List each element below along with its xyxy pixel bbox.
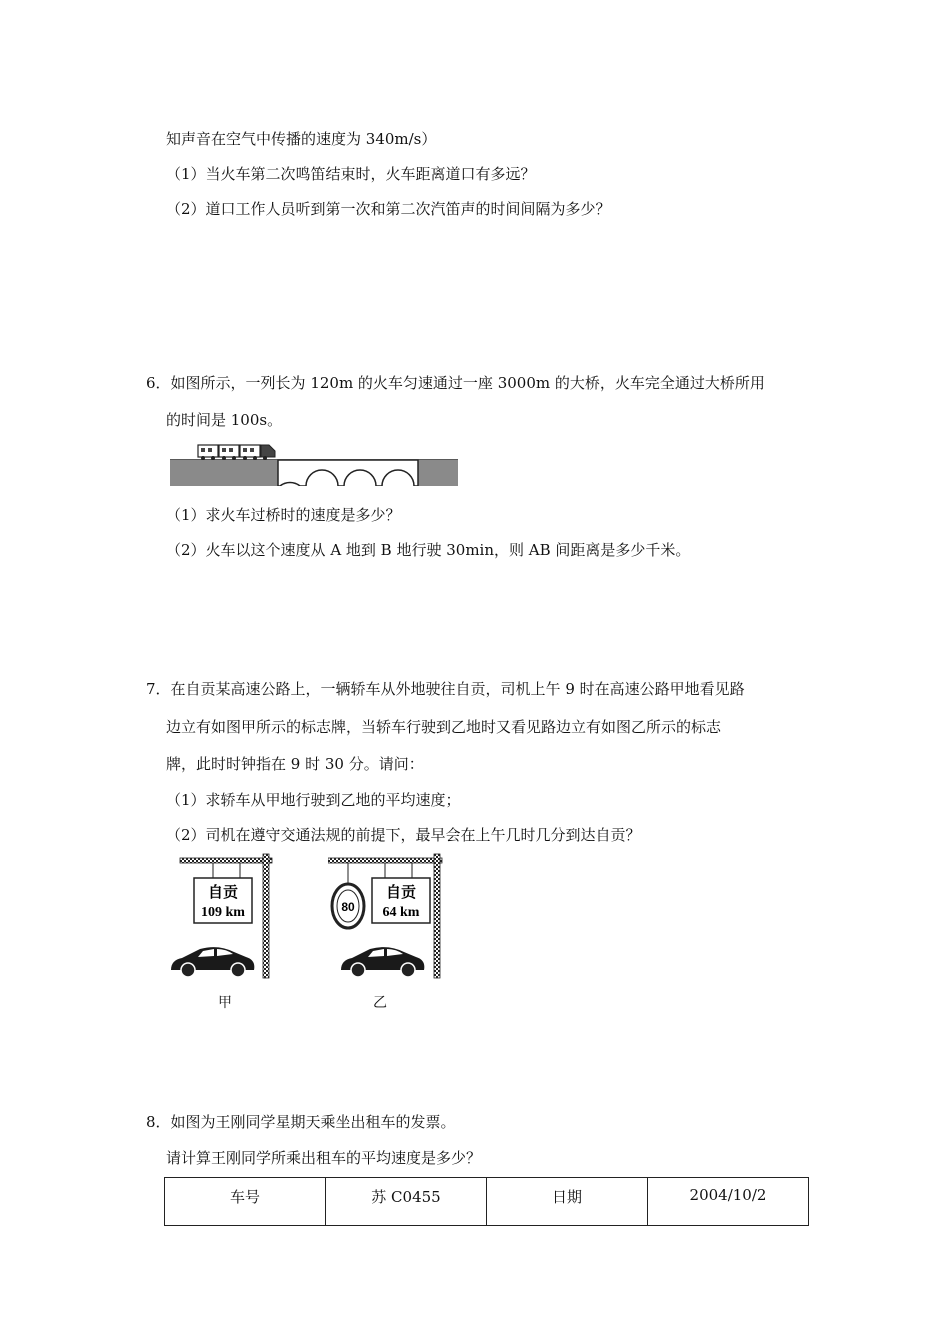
q6-text-line2: 的时间是 100s。 [166, 411, 283, 429]
q7-text-line1: 7．在自贡某高速公路上，一辆轿车从外地驶往自贡，司机上午 9 时在高速公路甲地看见路 [146, 680, 745, 698]
taxi-receipt-table [164, 1177, 809, 1226]
table-cell: 苏 C0455 [326, 1178, 487, 1226]
car-icon [171, 947, 254, 977]
table-cell: 日期 [487, 1178, 648, 1226]
q7-sub1: （1）求轿车从甲地行驶到乙地的平均速度； [166, 791, 461, 809]
q6-sub2: （2）火车以这个速度从 A 地到 B 地行驶 30min，则 AB 间距离是多少千米。 [166, 541, 691, 559]
q7-text-line2: 边立有如图甲所示的标志牌，当轿车行驶到乙地时又看见路边立有如图乙所示的标志 [166, 718, 722, 736]
train-icon [198, 445, 275, 460]
speed-limit-value: 80 [341, 900, 355, 914]
sign-figure-b [328, 852, 448, 984]
sign-a-distance: 109 km [201, 905, 245, 920]
car-icon [341, 947, 424, 977]
sign-figure-a [168, 852, 278, 984]
table-cell: 2004/10/2 [648, 1178, 809, 1226]
bridge-icon [278, 460, 418, 486]
sign-a-place: 自贡 [207, 884, 239, 901]
train-bridge-figure [168, 440, 460, 486]
q6-text-line1: 6．如图所示，一列长为 120m 的火车匀速通过一座 3000m 的大桥，火车完全通过大桥所用 [146, 374, 765, 392]
caption-a: 甲 [218, 995, 232, 1011]
q5-sub1: （1）当火车第二次鸣笛结束时，火车距离道口有多远？ [166, 165, 536, 183]
q8-text-line2: 请计算王刚同学所乘出租车的平均速度是多少？ [166, 1149, 482, 1167]
q5-sub2: （2）道口工作人员听到第一次和第二次汽笛声的时间间隔为多少？ [166, 200, 611, 218]
sign-b-distance: 64 km [382, 905, 420, 920]
q7-text-line3: 牌，此时时钟指在 9 时 30 分。请问： [166, 755, 424, 773]
sign-b-place: 自贡 [385, 884, 417, 901]
q6-sub1: （1）求火车过桥时的速度是多少？ [166, 506, 401, 524]
caption-b: 乙 [373, 995, 387, 1011]
table-row [165, 1178, 809, 1226]
table-cell: 车号 [165, 1178, 326, 1226]
q7-sub2: （2）司机在遵守交通法规的前提下，最早会在上午几时几分到达自贡？ [166, 826, 641, 844]
q8-text-line1: 8．如图为王刚同学星期天乘坐出租车的发票。 [146, 1113, 456, 1131]
q5-text-cont: 知声音在空气中传播的速度为 340m/s） [166, 130, 437, 148]
